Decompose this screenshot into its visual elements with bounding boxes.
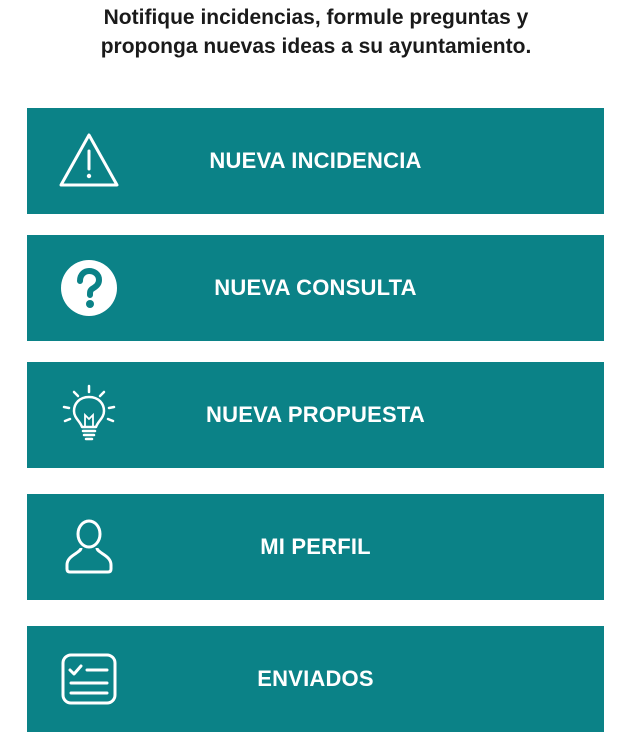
intro-line-2: proponga nuevas ideas a su ayuntamiento.	[100, 35, 532, 58]
nueva-propuesta-label: NUEVA PROPUESTA	[206, 402, 425, 427]
enviados-button[interactable]	[27, 626, 604, 732]
nueva-incidencia-label: NUEVA INCIDENCIA	[209, 148, 422, 173]
nueva-incidencia-button[interactable]	[27, 108, 604, 214]
intro-text	[0, 3, 632, 61]
intro-line-1: Notifique incidencias, formule preguntas y	[103, 6, 529, 29]
main-menu	[27, 108, 604, 732]
nueva-consulta-button[interactable]	[27, 235, 604, 341]
nueva-consulta-label: NUEVA CONSULTA	[214, 275, 417, 300]
nueva-propuesta-button[interactable]	[27, 362, 604, 468]
enviados-label: ENVIADOS	[257, 666, 374, 691]
mi-perfil-button[interactable]	[27, 494, 604, 600]
mi-perfil-label: MI PERFIL	[260, 534, 371, 559]
